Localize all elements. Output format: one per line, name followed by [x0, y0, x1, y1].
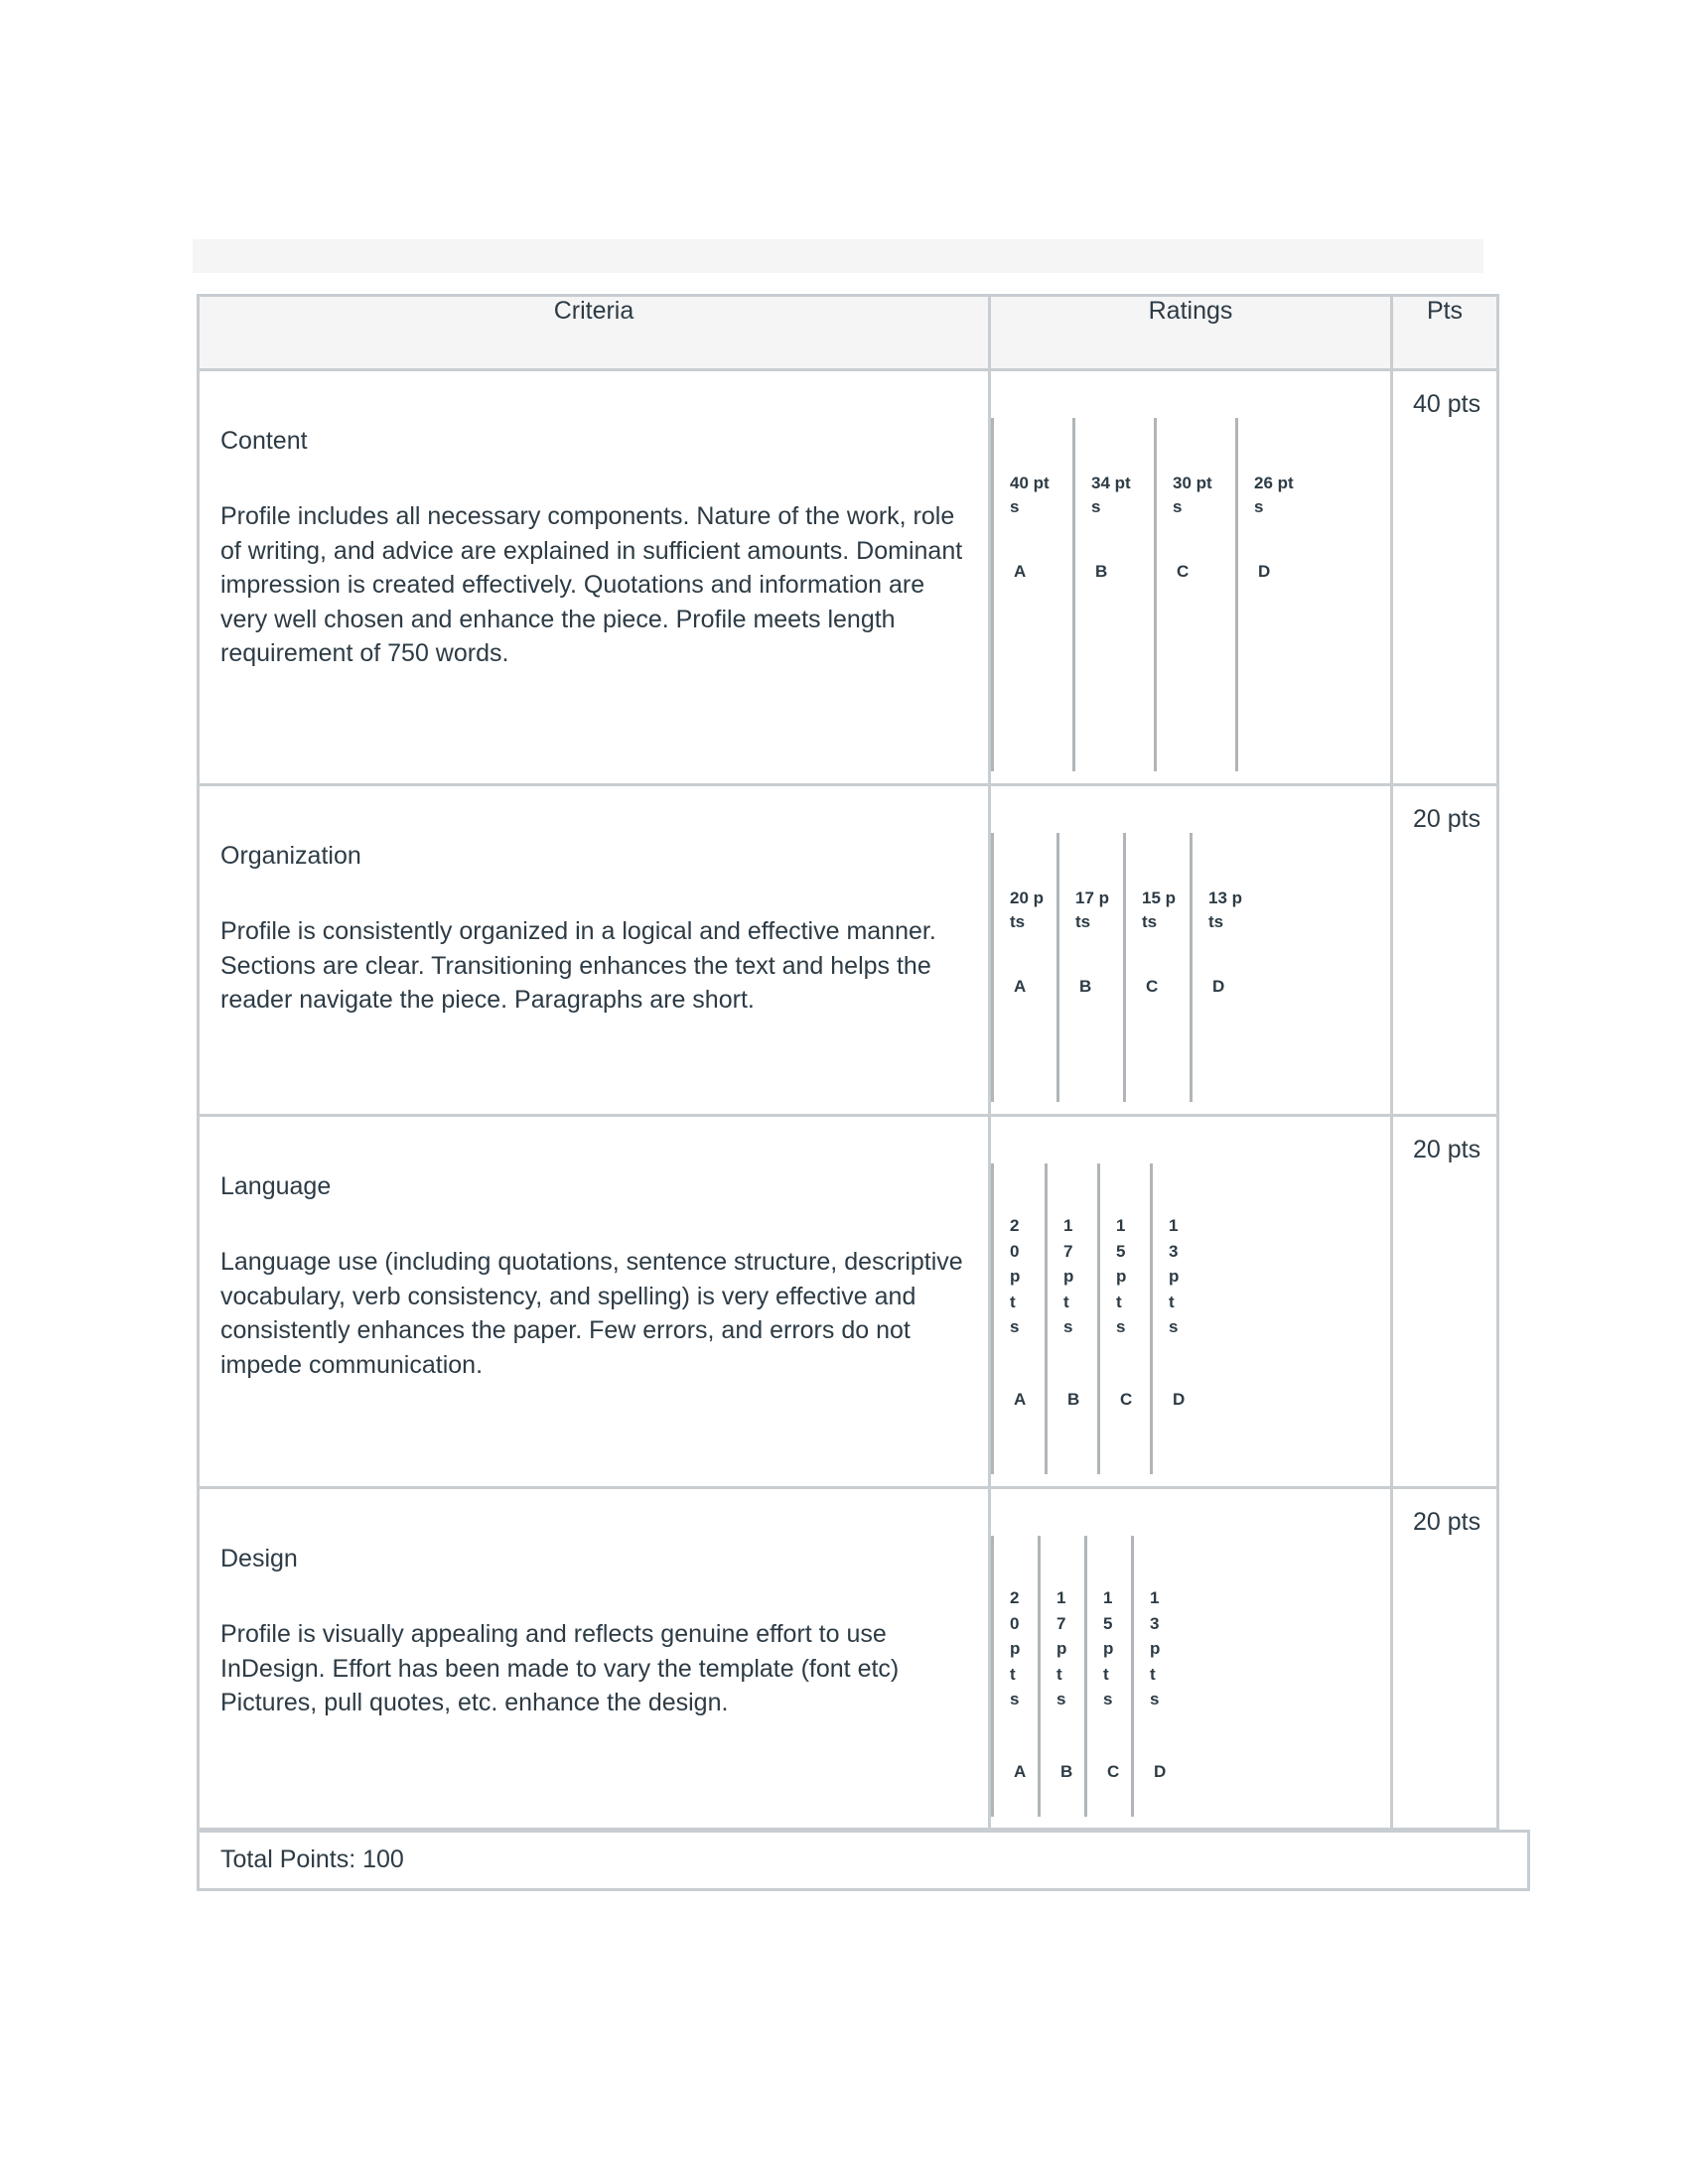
criterion-title: Language	[220, 1172, 332, 1200]
criteria-header: Criteria	[199, 296, 990, 370]
rating-grade: D	[1173, 1390, 1186, 1409]
criterion-cell	[199, 1488, 990, 1830]
rating-b[interactable]	[1045, 1163, 1097, 1474]
rating-grade: B	[1060, 1762, 1073, 1781]
rating-points: 40 pts	[1010, 474, 1050, 516]
rating-points: 34 pts	[1091, 474, 1131, 516]
rating-grade: D	[1258, 562, 1271, 581]
ratings-cell	[990, 1488, 1392, 1830]
rating-b[interactable]	[1072, 418, 1154, 771]
criterion-title: Design	[220, 1545, 298, 1572]
rating-grade: B	[1079, 977, 1092, 996]
rating-d[interactable]	[1190, 833, 1256, 1102]
rating-b[interactable]	[1038, 1536, 1084, 1817]
rating-d[interactable]	[1235, 418, 1317, 771]
ratings-group	[991, 833, 1256, 1102]
ratings-cell	[990, 1116, 1392, 1488]
rating-points: 17 pts	[1063, 1216, 1074, 1336]
points-cell	[1392, 370, 1498, 785]
criterion-description: Profile includes all necessary components. Nature of the work, role of writing, and advice are explained in sufficient amounts. Dominant impression is created effectively. Quotations and information are very well chosen and enhance the piece. Profile meets length requirement of 750 words.	[220, 502, 963, 667]
ratings-cell	[990, 785, 1392, 1116]
rating-c[interactable]	[1123, 833, 1190, 1102]
rating-grade: A	[1014, 977, 1027, 996]
criterion-points: 20 pts	[1413, 1136, 1481, 1163]
rating-c[interactable]	[1154, 418, 1235, 771]
rating-a[interactable]	[991, 833, 1056, 1102]
rating-grade: B	[1067, 1390, 1080, 1409]
ratings-group	[991, 418, 1317, 771]
total-points: Total Points: 100	[220, 1845, 404, 1873]
criterion-cell	[199, 370, 990, 785]
ratings-cell	[990, 370, 1392, 785]
criterion-description: Profile is consistently organized in a logical and effective manner. Sections are clear. Transitioning enhances the text and helps the reader navigate the piece. Paragraphs are short.	[220, 917, 936, 1014]
criterion-row-organization	[199, 785, 1498, 1116]
rating-points: 15 pts	[1142, 888, 1177, 931]
rating-grade: C	[1177, 562, 1190, 581]
rating-grade: D	[1212, 977, 1225, 996]
rating-points: 20 pts	[1010, 1216, 1021, 1336]
ratings-group	[991, 1536, 1178, 1817]
rating-points: 13 pts	[1169, 1216, 1180, 1336]
rating-grade: D	[1154, 1762, 1167, 1781]
rubric-header-row	[199, 296, 1498, 370]
ratings-group	[991, 1163, 1202, 1474]
rating-points: 20 pts	[1010, 888, 1045, 931]
rubric-title-bar	[193, 239, 1483, 273]
criterion-points: 20 pts	[1413, 805, 1481, 833]
rating-grade: C	[1146, 977, 1159, 996]
rating-points: 17 pts	[1056, 1588, 1067, 1708]
rating-points: 26 pts	[1254, 474, 1294, 516]
rating-grade: C	[1120, 1390, 1133, 1409]
ratings-header: Ratings	[990, 296, 1392, 370]
criterion-row-content	[199, 370, 1498, 785]
criterion-cell	[199, 785, 990, 1116]
rating-a[interactable]	[991, 1163, 1045, 1474]
rating-points: 17 pts	[1075, 888, 1110, 931]
criterion-description: Language use (including quotations, sentence structure, descriptive vocabulary, verb consistency, and spelling) is very effective and consistently enhances the paper. Few errors, and errors do not impede communication.	[220, 1248, 963, 1379]
criterion-row-design	[199, 1488, 1498, 1830]
rating-c[interactable]	[1097, 1163, 1150, 1474]
rating-points: 30 pts	[1173, 474, 1212, 516]
criterion-cell	[199, 1116, 990, 1488]
criterion-points: 20 pts	[1413, 1508, 1481, 1536]
rating-grade: C	[1107, 1762, 1120, 1781]
pts-header: Pts	[1392, 296, 1498, 370]
rating-grade: A	[1014, 1390, 1027, 1409]
points-cell	[1392, 1116, 1498, 1488]
rating-grade: B	[1095, 562, 1108, 581]
rubric-table	[197, 294, 1499, 1831]
rating-points: 15 pts	[1116, 1216, 1127, 1336]
rating-a[interactable]	[991, 418, 1072, 771]
rating-points: 20 pts	[1010, 1588, 1021, 1708]
rating-points: 13 pts	[1208, 888, 1243, 931]
rating-d[interactable]	[1131, 1536, 1178, 1817]
rating-grade: A	[1014, 1762, 1027, 1781]
rating-points: 15 pts	[1103, 1588, 1114, 1708]
criterion-row-language	[199, 1116, 1498, 1488]
criterion-title: Organization	[220, 842, 361, 870]
rating-a[interactable]	[991, 1536, 1038, 1817]
total-points-row	[197, 1830, 1530, 1891]
rating-c[interactable]	[1084, 1536, 1131, 1817]
points-cell	[1392, 785, 1498, 1116]
rating-b[interactable]	[1056, 833, 1123, 1102]
points-cell	[1392, 1488, 1498, 1830]
criterion-points: 40 pts	[1413, 390, 1481, 418]
criterion-description: Profile is visually appealing and reflects genuine effort to use InDesign. Effort has been made to vary the template (font etc) Pictures, pull quotes, etc. enhance the design.	[220, 1620, 900, 1716]
rating-points: 13 pts	[1150, 1588, 1161, 1708]
rating-grade: A	[1014, 562, 1027, 581]
criterion-title: Content	[220, 427, 308, 455]
rating-d[interactable]	[1150, 1163, 1202, 1474]
